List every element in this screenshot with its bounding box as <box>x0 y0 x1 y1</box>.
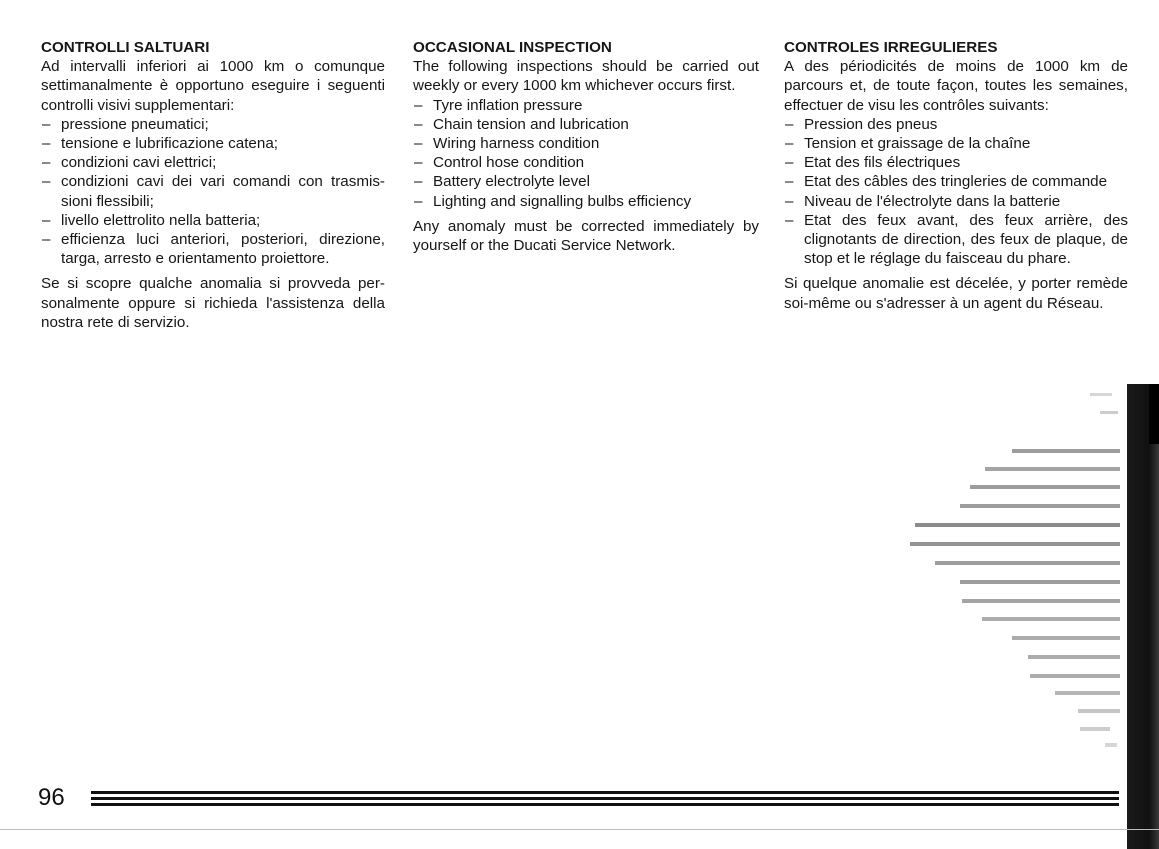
list-item: – condizioni cavi dei vari comandi con trasmis-sioni flessibili; <box>42 173 385 210</box>
page-number: 96 <box>38 784 65 811</box>
list-item: – Niveau de l'électrolyte dans la batterie <box>785 192 1061 210</box>
list-item: – condizioni cavi elettrici; <box>42 154 217 172</box>
footer-rule <box>91 797 1119 800</box>
english-footer: Any anomaly must be corrected immediately by yourself or the Ducati Service Network. <box>413 217 759 255</box>
list-item: – livello elettrolito nella batteria; <box>42 211 261 229</box>
french-heading: CONTROLES IRREGULIERES <box>784 39 998 56</box>
list-item: – Etat des câbles des tringleries de commande <box>785 173 1108 191</box>
list-item: – Battery electrolyte level <box>414 173 591 191</box>
italian-heading: CONTROLLI SALTUARI <box>41 39 210 56</box>
french-intro: A des périodicités de moins de 1000 km de parcours et, de toute façon, toutes les semaines, effectuer de visu les contrôles suivants: <box>784 58 1128 114</box>
list-item: – Control hose condition <box>414 154 585 172</box>
footer-rule <box>91 791 1119 794</box>
italian-intro: Ad intervalli inferiori ai 1000 km o comunque settimanalmente è opportuno eseguire i seguenti controlli visivi supplementari: <box>41 58 385 114</box>
list-item: – Etat des feux avant, des feux arrière, des clignotants de direction, des feux de plaque, de stop et le réglage du faisceau du phare. <box>785 211 1128 268</box>
list-item: – Lighting and signalling bulbs efficiency <box>414 192 692 210</box>
italian-footer: Se si scopre qualche anomalia si provveda per-sonalmente oppure si richieda l'assistenza della nostra rete di servizio. <box>41 275 385 331</box>
list-item: – efficienza luci anteriori, posteriori, direzione, targa, arresto e orientamento proiettore. <box>42 231 385 268</box>
italian-list <box>41 115 385 269</box>
english-list <box>413 96 759 211</box>
list-item: – Wiring harness condition <box>414 135 600 153</box>
list-item: – Tyre inflation pressure <box>414 96 583 114</box>
list-item: – Chain tension and lubrication <box>414 115 629 133</box>
page-bottom-edge <box>0 829 1159 830</box>
page-edge-shadow <box>1127 384 1159 849</box>
french-list <box>784 115 1128 269</box>
french-column <box>784 38 1128 313</box>
page-edge-tip <box>1149 384 1159 444</box>
list-item: – Tension et graissage de la chaîne <box>785 135 1031 153</box>
bleed-through-texture <box>900 385 1125 755</box>
list-item: – tensione e lubrificazione catena; <box>42 135 278 153</box>
list-item: – Pression des pneus <box>785 115 938 133</box>
footer-rule <box>91 803 1119 806</box>
english-heading: OCCASIONAL INSPECTION <box>413 39 612 56</box>
english-column <box>413 38 759 255</box>
italian-column <box>41 38 385 332</box>
list-item: – Etat des fils électriques <box>785 154 961 172</box>
french-footer: Si quelque anomalie est décelée, y porter remède soi-même ou s'adresser à un agent du Réseau. <box>784 275 1128 312</box>
english-intro: The following inspections should be carried out weekly or every 1000 km whichever occurs first. <box>413 58 759 95</box>
list-item: – pressione pneumatici; <box>42 115 209 133</box>
